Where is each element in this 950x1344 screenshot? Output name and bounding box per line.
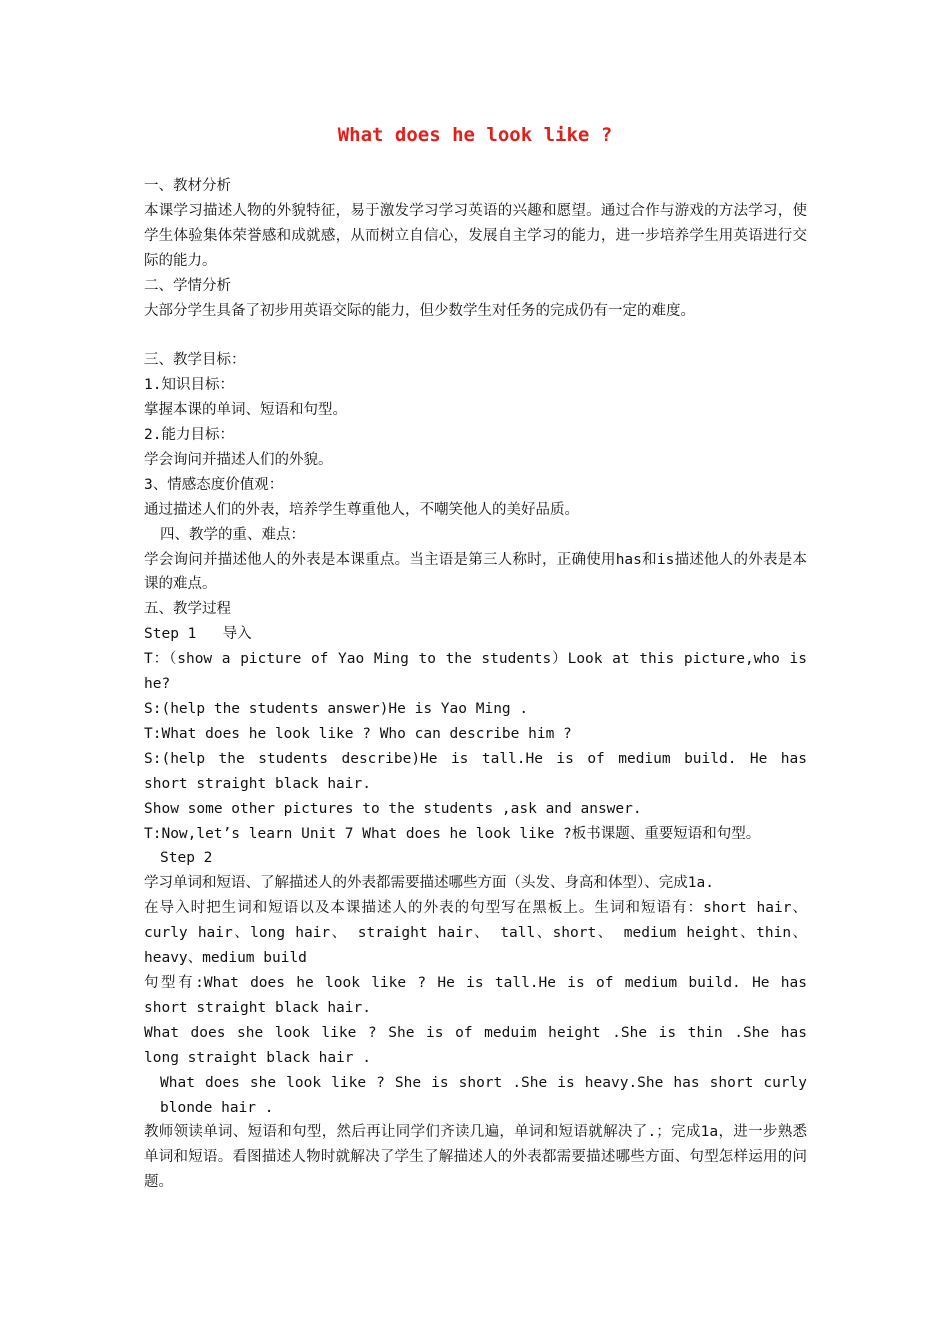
paragraph: 掌握本课的单词、短语和句型。 [144, 402, 347, 419]
document-title: What does he look like ? [337, 124, 613, 146]
paragraph: 在导入时把生词和短语以及本课描述人的外表的句型写在黑板上。生词和短语有：short hair、curly hair、long hair、 straight hair、 tall、short、 medium height、thin、heavy、medium build [144, 900, 807, 967]
dialogue-line: T:Now,let’s learn Unit 7 What does he look like ?板书课题、重要短语和句型。 [144, 825, 761, 842]
paragraph: 学会询问并描述他人的外表是本课重点。当主语是第三人称时，正确使用has和is描述他人的外表是本课的难点。 [144, 551, 807, 593]
paragraph: What does she look like ? She is short .She is heavy.She has short curly blonde hair . [160, 1074, 807, 1116]
section-heading: 四、教学的重、难点： [160, 526, 305, 543]
dialogue-line: T：（show a picture of Yao Ming to the students）Look at this picture,who is he? [144, 651, 807, 693]
section-heading: 五、教学过程 [144, 601, 231, 618]
paragraph: 学习单词和短语、了解描述人的外表都需要描述哪些方面（头发、身高和体型）、完成1a. [144, 875, 714, 892]
paragraph: 本课学习描述人物的外貌特征，易于激发学习学习英语的兴趣和愿望。通过合作与游戏的方法学习，使学生体验集体荣誉感和成就感，从而树立自信心，发展自主学习的能力，进一步培养学生用英语进行交际的能力。 [144, 202, 807, 269]
dialogue-line: S:(help the students answer)He is Yao Ming . [144, 701, 529, 718]
paragraph: 大部分学生具备了初步用英语交际的能力，但少数学生对任务的完成仍有一定的难度。 [144, 302, 695, 319]
dialogue-line: T:What does he look like ? Who can describe him ? [144, 725, 572, 742]
subheading: 3、情感态度价值观： [144, 476, 284, 493]
paragraph: 学会询问并描述人们的外貌。 [144, 451, 333, 468]
section-heading: 一、教材分析 [144, 178, 231, 194]
subheading: 1.知识目标： [144, 377, 234, 394]
section-heading: 二、学情分析 [144, 277, 231, 294]
dialogue-line: S:(help the students describe)He is tall.He is of medium build. He has short straight black hair. [144, 750, 807, 792]
paragraph: 句型有:What does he look like ? He is tall.He is of medium build. He has short straight black hair. [144, 974, 807, 1016]
step-heading: Step 2 [160, 850, 213, 867]
paragraph: 通过描述人们的外表，培养学生尊重他人，不嘲笑他人的美好品质。 [144, 501, 579, 518]
paragraph: What does she look like ? She is of meduim height .She is thin .She has long straight black hair . [144, 1024, 807, 1066]
document-body [144, 174, 807, 1195]
paragraph: 教师领读单词、短语和句型，然后再让同学们齐读几遍，单词和短语就解决了.；完成1a，进一步熟悉单词和短语。看图描述人物时就解决了学生了解描述人的外表都需要描述哪些方面、句型怎样运用的问题。 [144, 1124, 807, 1191]
section-heading: 三、教学目标： [144, 352, 246, 369]
subheading: 2.能力目标： [144, 427, 234, 444]
paragraph: Show some other pictures to the students ,ask and answer. [144, 800, 642, 817]
blank-line [144, 323, 807, 348]
step-heading: Step 1 导入 [144, 626, 252, 643]
